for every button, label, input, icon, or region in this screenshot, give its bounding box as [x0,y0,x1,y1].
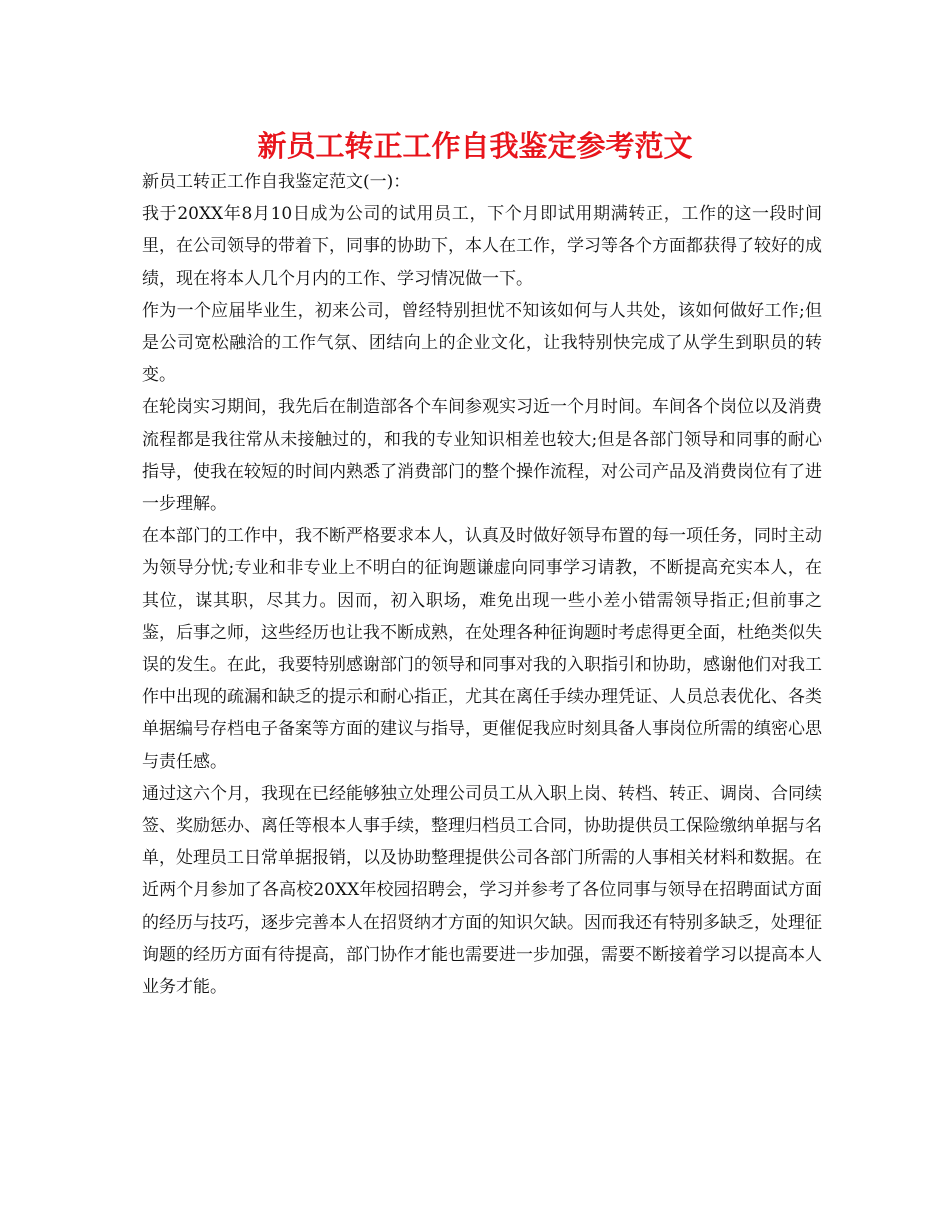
document-body [142,166,822,1003]
paragraph-1: 我于20XX年8月10日成为公司的试用员工，下个月即试用期满转正，工作的这一段时间里，在公司领导的带着下，同事的协助下，本人在工作，学习等各个方面都获得了较好的成绩，现在将本人几个月内的工作、学习情况做一下。 [142,204,822,289]
document-title: 新员工转正工作自我鉴定参考范文 [257,129,693,163]
paragraph-4: 在本部门的工作中，我不断严格要求本人，认真及时做好领导布置的每一项任务，同时主动为领导分忧;专业和非专业上不明白的征询题谦虚向同事学习请教，不断提高充实本人，在其位，谋其职，尽其力。因而，初入职场，难免出现一些小差小错需领导指正;但前事之鉴，后事之师，这些经历也让我不断成熟，在处理各种征询题时考虑得更全面，杜绝类似失误的发生。在此，我要特别感谢部门的领导和同事对我的入职指引和协助，感谢他们对我工作中出现的疏漏和缺乏的提示和耐心指正，尤其在离任手续办理凭证、人员总表优化、各类单据编号存档电子备案等方面的建议与指导，更催促我应时刻具备人事岗位所需的缜密心思与责任感。 [142,526,822,772]
document-subtitle: 新员工转正工作自我鉴定范文(一)： [142,172,411,192]
paragraph-5: 通过这六个月，我现在已经能够独立处理公司员工从入职上岗、转档、转正、调岗、合同续签、奖励惩办、离任等根本人事手续，整理归档员工合同，协助提供员工保险缴纳单据与名单，处理员工日常单据报销，以及协助整理提供公司各部门所需的人事相关材料和数据。在近两个月参加了各高校20XX年校园招聘会，学习并参考了各位同事与领导在招聘面试方面的经历与技巧，逐步完善本人在招贤纳才方面的知识欠缺。因而我还有特别多缺乏，处理征询题的经历方面有待提高，部门协作才能也需要进一步加强，需要不断接着学习以提高本人业务才能。 [142,783,822,998]
paragraph-3: 在轮岗实习期间，我先后在制造部各个车间参观实习近一个月时间。车间各个岗位以及消费流程都是我往常从未接触过的，和我的专业知识相差也较大;但是各部门领导和同事的耐心指导，使我在较短的时间内熟悉了消费部门的整个操作流程，对公司产品及消费岗位有了进一步理解。 [142,397,822,515]
paragraph-2: 作为一个应届毕业生，初来公司，曾经特别担忧不知该如何与人共处，该如何做好工作;但是公司宽松融洽的工作气氛、团结向上的企业文化，让我特别快完成了从学生到职员的转变。 [142,300,822,386]
